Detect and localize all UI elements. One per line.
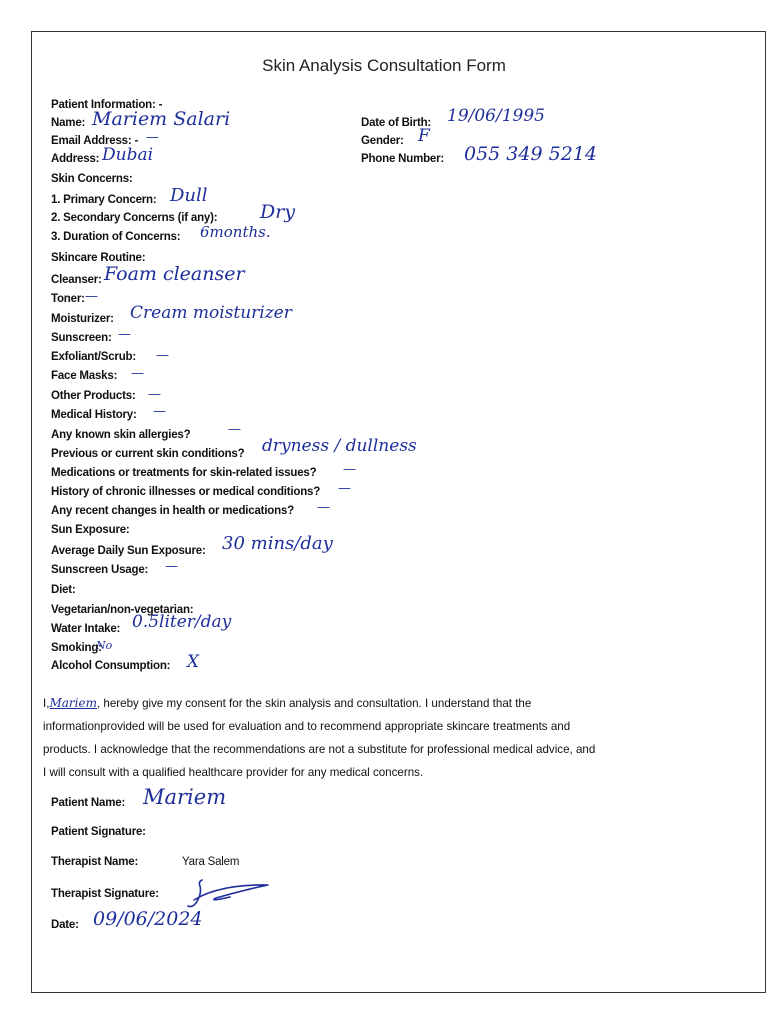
- consent-line-4: I will consult with a qualified healthcare provider for any medical concerns.: [43, 766, 424, 779]
- label-address: Address:: [51, 153, 100, 165]
- value-primary-concern[interactable]: Dull: [170, 185, 208, 206]
- label-patient-information: Patient Information: -: [51, 99, 163, 111]
- label-avg-sun: Average Daily Sun Exposure:: [51, 545, 206, 557]
- value-conditions[interactable]: dryness / dullness: [262, 436, 417, 456]
- label-veg: Vegetarian/non-vegetarian:: [51, 604, 194, 616]
- value-toner[interactable]: —: [85, 289, 98, 304]
- label-toner: Toner:: [51, 293, 85, 305]
- consent-paragraph: [43, 692, 683, 784]
- label-recent-changes: Any recent changes in health or medications?: [51, 505, 294, 517]
- label-other-products: Other Products:: [51, 390, 136, 402]
- consent-signer[interactable]: Mariem: [49, 696, 97, 710]
- value-therapist-name: Yara Salem: [182, 856, 240, 868]
- label-sunscreen: Sunscreen:: [51, 332, 112, 344]
- value-sunscreen[interactable]: —: [118, 327, 131, 342]
- label-date: Date:: [51, 919, 79, 931]
- label-face-masks: Face Masks:: [51, 370, 118, 382]
- value-phone[interactable]: 055 349 5214: [464, 143, 597, 165]
- label-skincare-routine: Skincare Routine:: [51, 252, 146, 264]
- label-allergies: Any known skin allergies?: [51, 429, 191, 441]
- label-diet: Diet:: [51, 584, 76, 596]
- value-chronic[interactable]: —: [338, 481, 351, 496]
- label-cleanser: Cleanser:: [51, 274, 102, 286]
- value-medical-history[interactable]: —: [153, 404, 166, 419]
- label-exfoliant: Exfoliant/Scrub:: [51, 351, 136, 363]
- label-skin-concerns: Skin Concerns:: [51, 173, 133, 185]
- label-primary-concern: 1. Primary Concern:: [51, 194, 157, 206]
- value-date[interactable]: 09/06/2024: [93, 908, 203, 930]
- label-conditions: Previous or current skin conditions?: [51, 448, 245, 460]
- value-email[interactable]: —: [146, 130, 159, 145]
- value-exfoliant[interactable]: —: [156, 348, 169, 363]
- value-cleanser[interactable]: Foam cleanser: [104, 263, 245, 285]
- label-medications: Medications or treatments for skin-related issues?: [51, 467, 317, 479]
- consent-line-2: informationprovided will be used for evaluation and to recommend appropriate skincare treatments and: [43, 720, 571, 733]
- value-recent-changes[interactable]: —: [317, 500, 330, 515]
- value-allergies[interactable]: —: [228, 422, 241, 437]
- value-water[interactable]: 0.5liter/day: [132, 612, 232, 632]
- label-therapist-signature: Therapist Signature:: [51, 888, 159, 900]
- value-other-products[interactable]: —: [148, 387, 161, 402]
- label-medical-history: Medical History:: [51, 409, 137, 421]
- value-alcohol[interactable]: X: [187, 652, 200, 672]
- label-secondary-concerns: 2. Secondary Concerns (if any):: [51, 212, 218, 224]
- label-email: Email Address: -: [51, 135, 139, 147]
- consent-line-1-text: , hereby give my consent for the skin analysis and consultation. I understand that the: [96, 697, 532, 710]
- label-phone: Phone Number:: [361, 153, 445, 165]
- label-alcohol: Alcohol Consumption:: [51, 660, 171, 672]
- label-name: Name:: [51, 117, 86, 129]
- label-dob: Date of Birth:: [361, 117, 432, 129]
- value-address[interactable]: Dubai: [102, 145, 154, 165]
- value-face-masks[interactable]: —: [131, 366, 144, 381]
- value-sunscreen-usage[interactable]: —: [165, 559, 178, 574]
- value-medications[interactable]: —: [343, 462, 356, 477]
- value-name[interactable]: Mariem Salari: [92, 108, 231, 130]
- value-smoking[interactable]: No: [96, 639, 113, 652]
- label-duration: 3. Duration of Concerns:: [51, 231, 181, 243]
- value-moisturizer[interactable]: Cream moisturizer: [130, 303, 292, 323]
- consent-line-1: [43, 692, 683, 715]
- label-gender: Gender:: [361, 135, 404, 147]
- value-avg-sun[interactable]: 30 mins/day: [222, 533, 333, 554]
- label-patient-signature: Patient Signature:: [51, 826, 146, 838]
- value-dob[interactable]: 19/06/1995: [447, 106, 545, 126]
- value-gender[interactable]: F: [418, 126, 430, 146]
- form-title: Skin Analysis Consultation Form: [262, 56, 506, 75]
- label-patient-name: Patient Name:: [51, 797, 126, 809]
- label-smoking: Smoking:: [51, 642, 102, 654]
- label-chronic: History of chronic illnesses or medical conditions?: [51, 486, 321, 498]
- value-patient-name[interactable]: Mariem: [143, 785, 227, 809]
- label-sunscreen-usage: Sunscreen Usage:: [51, 564, 149, 576]
- value-duration[interactable]: 6months.: [200, 223, 271, 241]
- consent-line-3: products. I acknowledge that the recommendations are not a substitute for professional medical advice, and: [43, 743, 596, 756]
- label-moisturizer: Moisturizer:: [51, 313, 114, 325]
- consent-prefix: I,: [43, 697, 50, 710]
- label-water: Water Intake:: [51, 623, 121, 635]
- label-therapist-name: Therapist Name:: [51, 856, 139, 868]
- label-sun-exposure: Sun Exposure:: [51, 524, 130, 536]
- value-secondary-concerns[interactable]: Dry: [260, 201, 296, 223]
